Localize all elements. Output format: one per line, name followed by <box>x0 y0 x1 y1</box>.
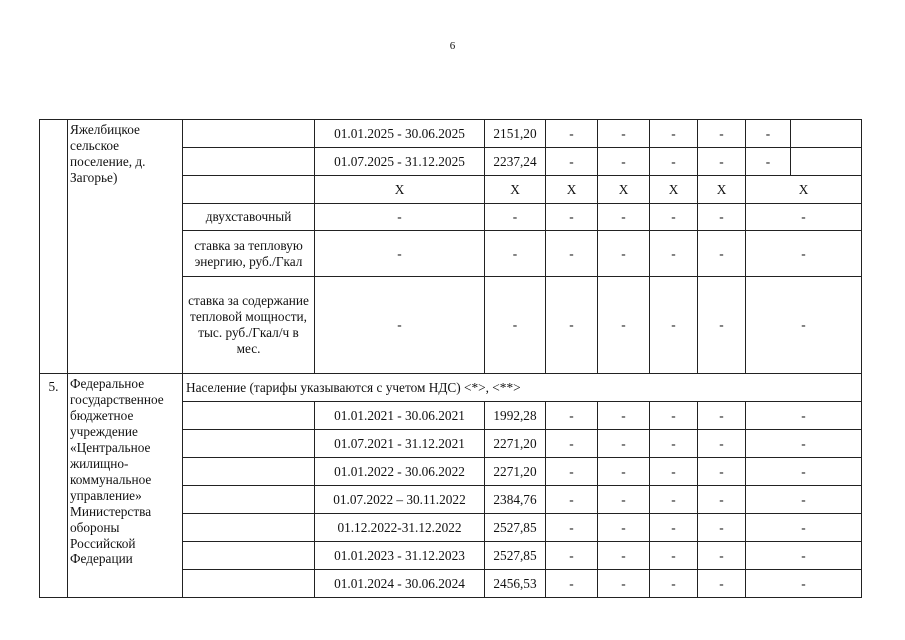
x-mark: X <box>598 176 650 204</box>
table-cell: - <box>650 148 698 176</box>
table-cell: - <box>598 570 650 598</box>
table-cell: - <box>698 570 746 598</box>
table-cell: - <box>698 514 746 542</box>
table-cell: - <box>746 570 862 598</box>
table-cell: - <box>546 570 598 598</box>
table-cell: - <box>598 430 650 458</box>
population-header: Население (тарифы указываются с учетом НДС) <*>, <**> <box>183 374 862 402</box>
table-cell: - <box>598 486 650 514</box>
table-cell: - <box>698 148 746 176</box>
x-mark: X <box>698 176 746 204</box>
table-cell: - <box>746 430 862 458</box>
table-cell: - <box>546 458 598 486</box>
label-cell <box>183 570 315 598</box>
table-cell: - <box>546 402 598 430</box>
table-cell: - <box>698 231 746 277</box>
table-cell: - <box>650 204 698 231</box>
table-cell: - <box>650 231 698 277</box>
period-cell: 01.01.2023 - 31.12.2023 <box>315 542 485 570</box>
table-cell: - <box>546 430 598 458</box>
table-cell: - <box>746 148 791 176</box>
table-cell: - <box>598 148 650 176</box>
table-cell: - <box>598 458 650 486</box>
page-number: 6 <box>449 40 456 52</box>
table-cell: - <box>650 402 698 430</box>
label-cell <box>183 120 315 148</box>
tariff-value-cell: 1992,28 <box>485 402 546 430</box>
row-number-cell: 5. <box>40 374 68 598</box>
table-cell: - <box>598 277 650 374</box>
label-cell: ставка за тепловую энергию, руб./Гкал <box>183 231 315 277</box>
table-cell: - <box>598 514 650 542</box>
period-cell: - <box>315 231 485 277</box>
table-cell: - <box>546 204 598 231</box>
table-cell: - <box>650 542 698 570</box>
period-cell: - <box>315 277 485 374</box>
period-cell: 01.07.2021 - 31.12.2021 <box>315 430 485 458</box>
table-cell <box>791 120 862 148</box>
x-mark: X <box>485 176 546 204</box>
table-cell <box>791 148 862 176</box>
period-cell: - <box>315 204 485 231</box>
label-cell <box>183 486 315 514</box>
table-cell: - <box>650 430 698 458</box>
x-mark: X <box>746 176 862 204</box>
table-cell: - <box>698 204 746 231</box>
table-cell: - <box>746 402 862 430</box>
tariff-value-cell: 2384,76 <box>485 486 546 514</box>
table-cell: - <box>698 542 746 570</box>
table-cell: - <box>698 120 746 148</box>
table-cell: - <box>546 514 598 542</box>
label-cell: двухставочный <box>183 204 315 231</box>
table-cell: - <box>746 277 862 374</box>
tariff-value-cell: - <box>485 231 546 277</box>
table-cell: - <box>546 542 598 570</box>
table-cell: - <box>546 486 598 514</box>
x-mark: X <box>546 176 598 204</box>
period-cell: 01.01.2022 - 30.06.2022 <box>315 458 485 486</box>
tariff-value-cell: 2527,85 <box>485 542 546 570</box>
label-cell <box>183 402 315 430</box>
x-mark: X <box>315 176 485 204</box>
period-cell: 01.07.2022 – 30.11.2022 <box>315 486 485 514</box>
period-cell: 01.01.2021 - 30.06.2021 <box>315 402 485 430</box>
label-cell <box>183 458 315 486</box>
table-cell: - <box>698 277 746 374</box>
tariff-value-cell: 2237,24 <box>485 148 546 176</box>
table-cell: - <box>546 120 598 148</box>
table-cell: - <box>698 458 746 486</box>
table-cell: - <box>650 514 698 542</box>
period-cell: 01.01.2024 - 30.06.2024 <box>315 570 485 598</box>
table-cell: - <box>546 277 598 374</box>
table-cell: - <box>746 514 862 542</box>
table-cell: - <box>746 120 791 148</box>
table-row <box>40 374 862 402</box>
label-cell <box>183 514 315 542</box>
table-cell: - <box>746 486 862 514</box>
period-cell: 01.12.2022-31.12.2022 <box>315 514 485 542</box>
label-cell <box>183 430 315 458</box>
table-cell: - <box>746 458 862 486</box>
table-cell: - <box>598 542 650 570</box>
organization-name: Федеральное государственное бюджетное учреждение «Центральное жилищно-коммунальное управление» Министерства обороны Российской Федерации <box>68 374 183 598</box>
table-cell: - <box>746 204 862 231</box>
tariff-value-cell: - <box>485 204 546 231</box>
table-cell: - <box>546 231 598 277</box>
table-cell: - <box>546 148 598 176</box>
table-cell: - <box>746 231 862 277</box>
row-number-cell <box>40 120 68 374</box>
label-cell: ставка за содержание тепловой мощности, тыс. руб./Гкал/ч в мес. <box>183 277 315 374</box>
period-cell: 01.01.2025 - 30.06.2025 <box>315 120 485 148</box>
table-cell: - <box>698 430 746 458</box>
label-cell <box>183 176 315 204</box>
organization-name: Яжелбицкое сельское поселение, д. Загорье) <box>68 120 183 374</box>
table-cell: - <box>650 120 698 148</box>
label-cell <box>183 542 315 570</box>
table-cell: - <box>698 402 746 430</box>
table-cell: - <box>650 486 698 514</box>
period-cell: 01.07.2025 - 31.12.2025 <box>315 148 485 176</box>
table-cell: - <box>698 486 746 514</box>
x-mark: X <box>650 176 698 204</box>
label-cell <box>183 148 315 176</box>
tariff-value-cell: 2271,20 <box>485 458 546 486</box>
table-cell: - <box>746 542 862 570</box>
table-cell: - <box>598 204 650 231</box>
table-cell: - <box>650 570 698 598</box>
tariff-value-cell: 2271,20 <box>485 430 546 458</box>
table-cell: - <box>650 458 698 486</box>
table-cell: - <box>650 277 698 374</box>
table-row <box>40 120 862 148</box>
tariff-value-cell: 2151,20 <box>485 120 546 148</box>
tariff-value-cell: 2456,53 <box>485 570 546 598</box>
table-cell: - <box>598 402 650 430</box>
table-cell: - <box>598 231 650 277</box>
tariff-table <box>39 119 862 598</box>
tariff-value-cell: 2527,85 <box>485 514 546 542</box>
tariff-value-cell: - <box>485 277 546 374</box>
table-cell: - <box>598 120 650 148</box>
